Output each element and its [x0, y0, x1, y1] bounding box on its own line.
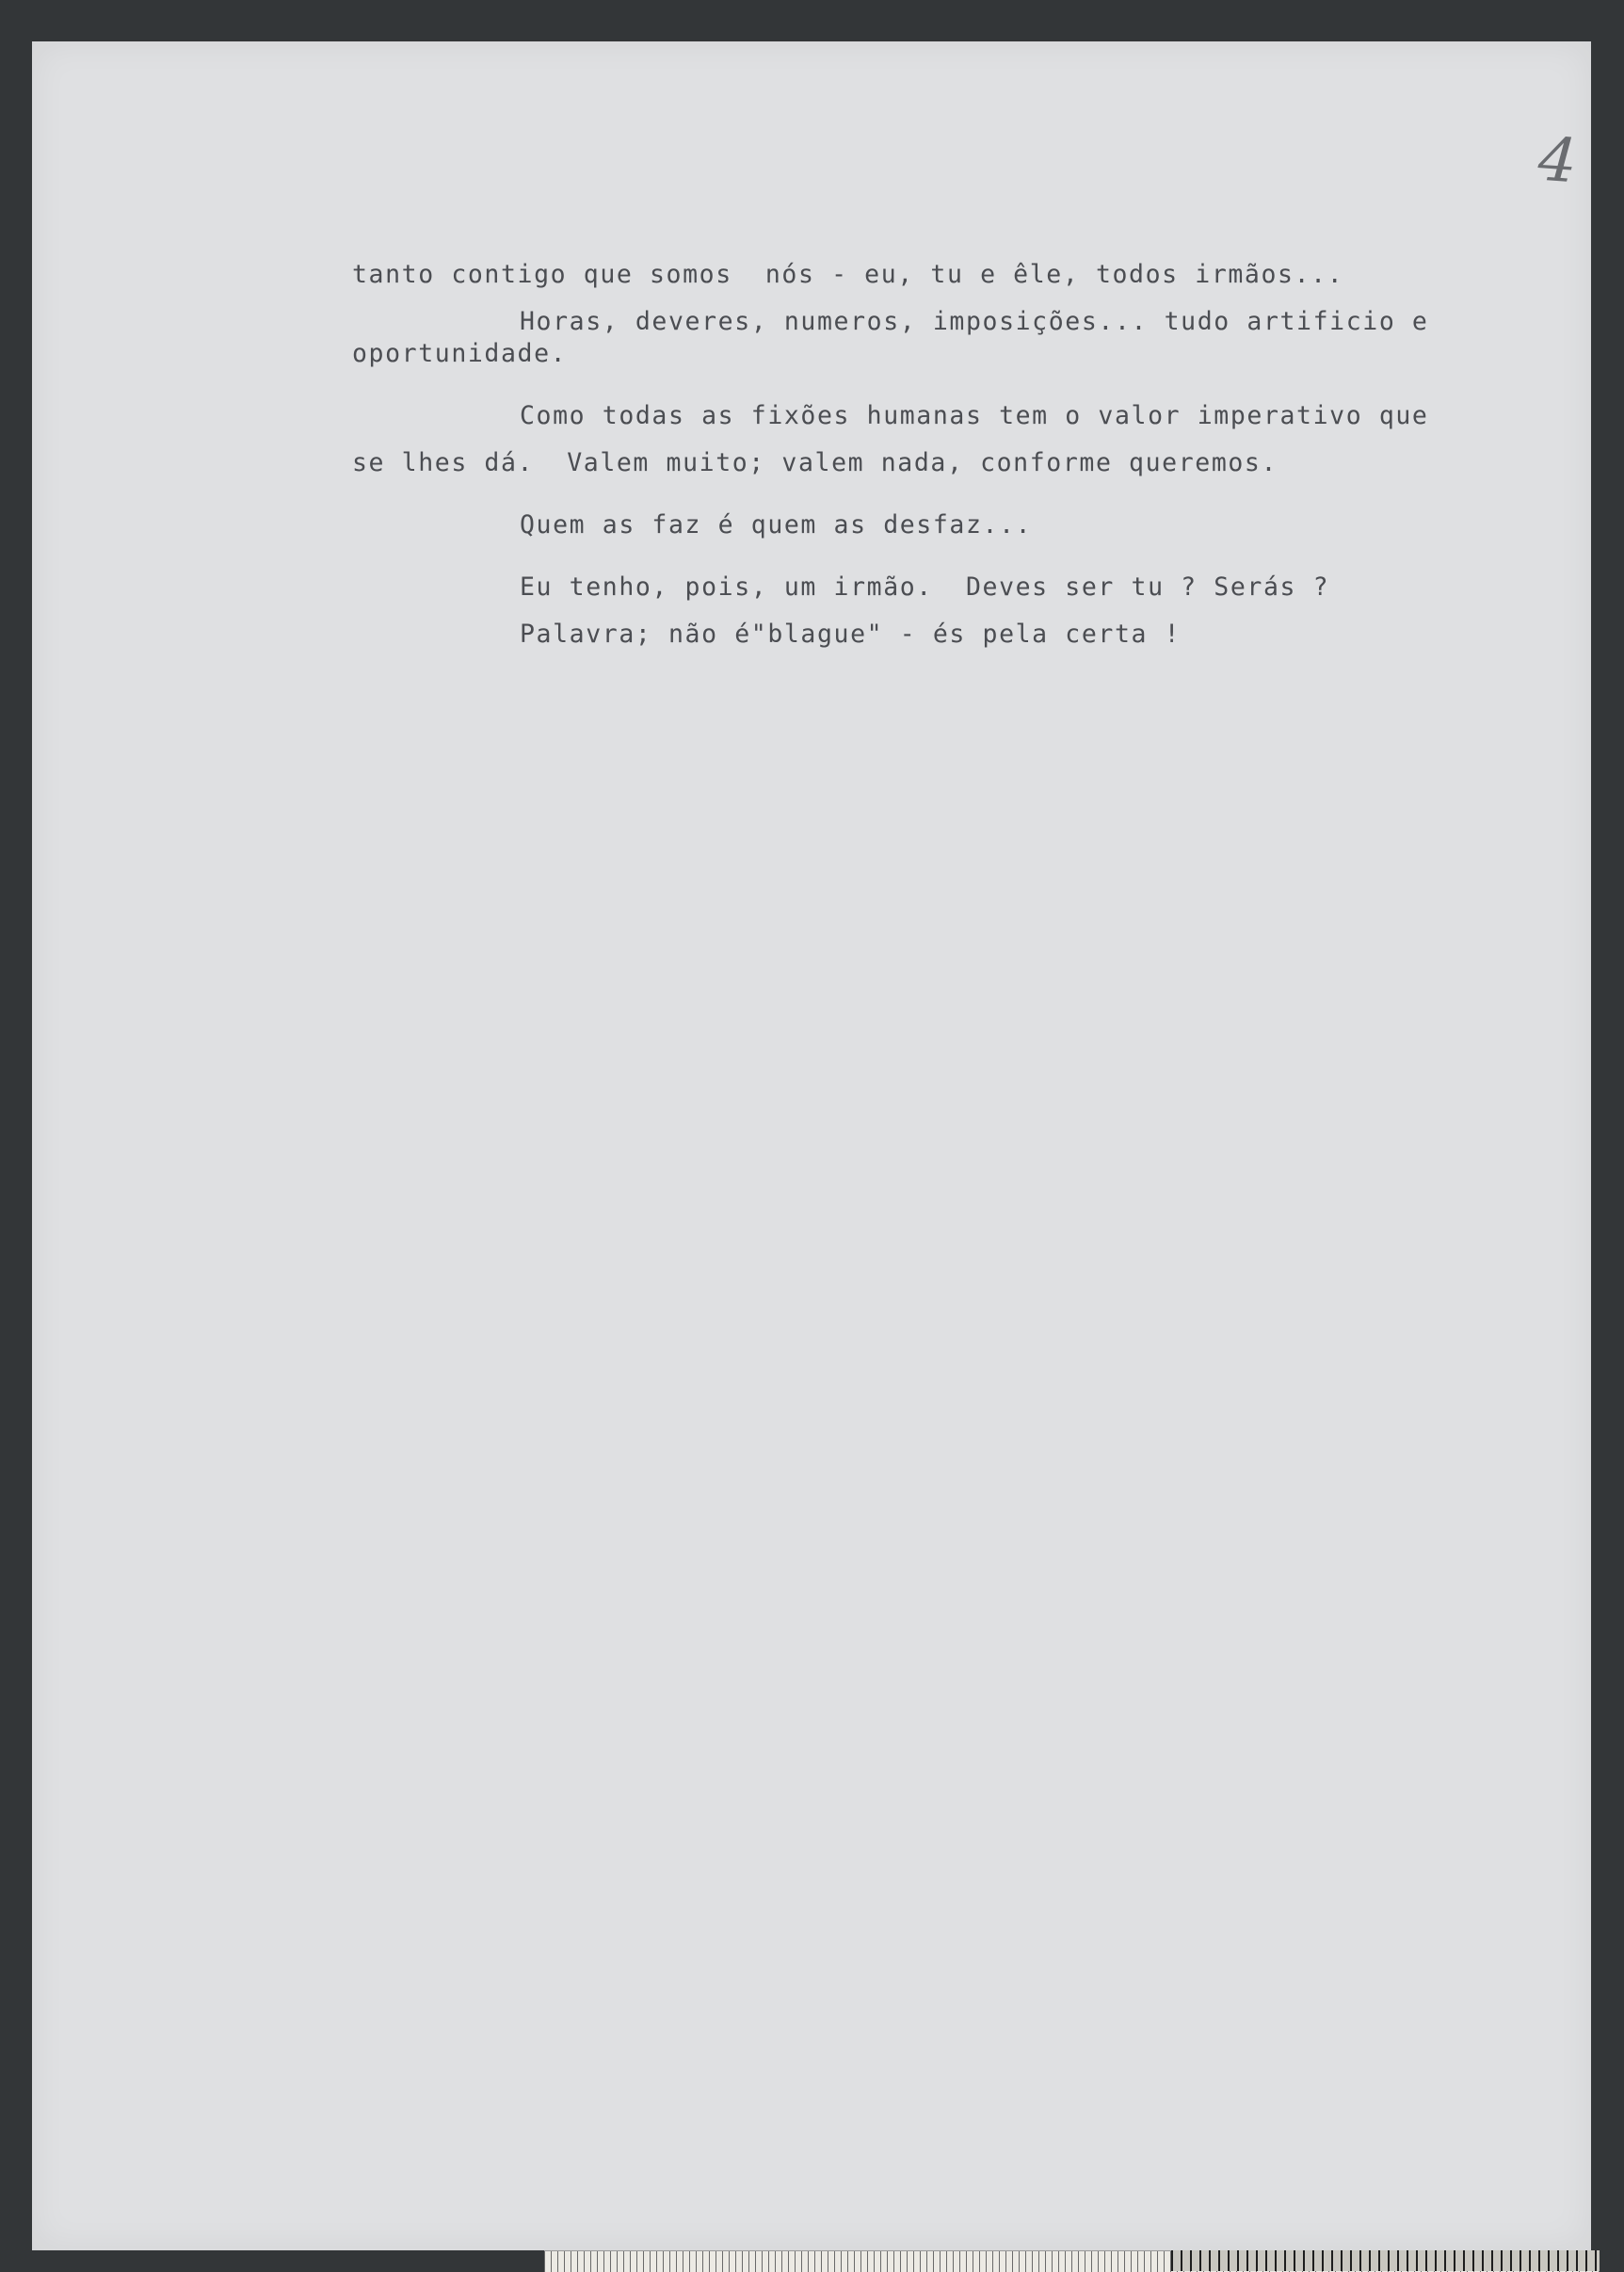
page-number: 4: [1536, 124, 1580, 198]
scale-ruler-dark: [1171, 2250, 1600, 2271]
text-line-4: Como todas as fixões humanas tem o valor imperativo que: [520, 401, 1429, 430]
text-line-6: Quem as faz é quem as desfaz...: [520, 510, 1033, 540]
text-line-2: Horas, deveres, numeros, imposições... tudo artificio e: [520, 307, 1429, 336]
text-line-1: tanto contigo que somos nós - eu, tu e êle, todos irmãos...: [352, 260, 1344, 289]
text-line-5: se lhes dá. Valem muito; valem nada, conforme queremos.: [352, 448, 1278, 477]
text-line-7: Eu tenho, pois, um irmão. Deves ser tu ? Serás ?: [520, 572, 1330, 602]
document-page: [32, 41, 1591, 2250]
text-line-8: Palavra; não é"blague" - és pela certa !: [520, 620, 1182, 649]
text-line-3: oportunidade.: [352, 339, 568, 368]
